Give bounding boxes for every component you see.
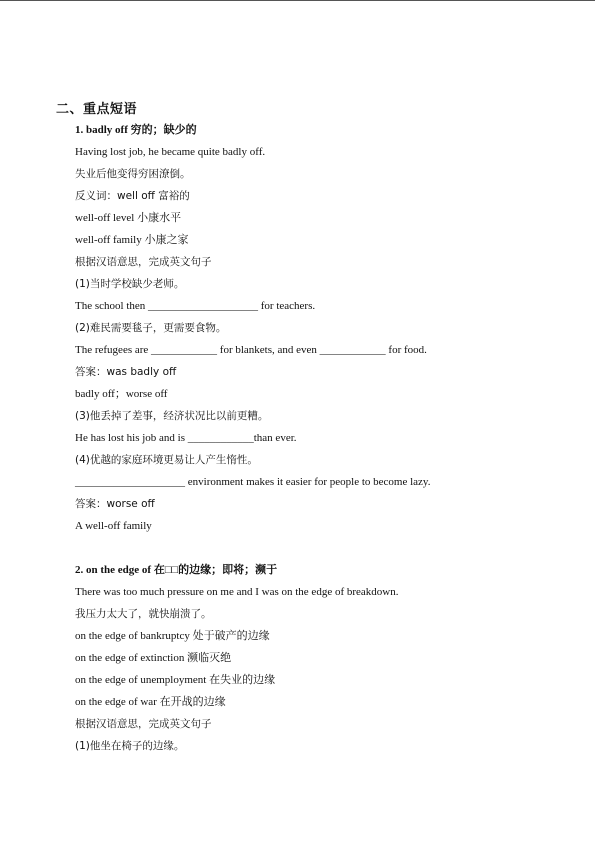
exercise-sentence: He has lost his job and is ____________than ever. — [75, 432, 297, 444]
exercise-sentence: ____________________ environment makes it easier for people to become lazy. — [75, 476, 431, 488]
exercise-instruction: 根据汉语意思，完成英文句子 — [75, 256, 212, 268]
exercise-sentence: The refugees are ____________ for blankets, and even ____________ for food. — [75, 344, 427, 356]
collocation-line: on the edge of bankruptcy 处于破产的边缘 — [75, 630, 270, 642]
collocation-line: well-off level 小康水平 — [75, 212, 182, 224]
answer-line: 答案：was badly off — [75, 366, 177, 378]
exercise-prompt: (4)优越的家庭环境更易让人产生惰性。 — [75, 454, 258, 466]
collocation-line: on the edge of extinction 濒临灭绝 — [75, 652, 232, 664]
exercise-prompt: (1)他坐在椅子的边缘。 — [75, 740, 185, 752]
answer-line: 答案：worse off — [75, 498, 155, 510]
translation-line: 我压力太大了，就快崩溃了。 — [75, 608, 212, 620]
answer-line: A well-off family — [75, 520, 152, 532]
section-title: 二、重点短语 — [56, 102, 138, 117]
phrase-heading-on-the-edge-of: 2. on the edge of 在□□的边缘；即将；濒于 — [75, 564, 278, 576]
example-sentence: There was too much pressure on me and I was on the edge of breakdown. — [75, 586, 399, 598]
phrase-heading-badly-off: 1. badly off 穷的；缺少的 — [75, 124, 197, 136]
collocation-line: well-off family 小康之家 — [75, 234, 189, 246]
example-sentence: Having lost job, he became quite badly off. — [75, 146, 266, 158]
exercise-sentence: The school then ____________________ for teachers. — [75, 300, 316, 312]
exercise-prompt: (2)难民需要毯子，更需要食物。 — [75, 322, 227, 334]
collocation-line: on the edge of war 在开战的边缘 — [75, 696, 226, 708]
translation-line: 失业后他变得穷困潦倒。 — [75, 168, 191, 180]
exercise-prompt: (1)当时学校缺少老师。 — [75, 278, 185, 290]
exercise-prompt: (3)他丢掉了差事，经济状况比以前更糟。 — [75, 410, 269, 422]
exercise-instruction: 根据汉语意思，完成英文句子 — [75, 718, 212, 730]
collocation-line: on the edge of unemployment 在失业的边缘 — [75, 674, 276, 686]
antonym-line: 反义词：well off 富裕的 — [75, 190, 190, 202]
answer-line: badly off；worse off — [75, 388, 168, 400]
